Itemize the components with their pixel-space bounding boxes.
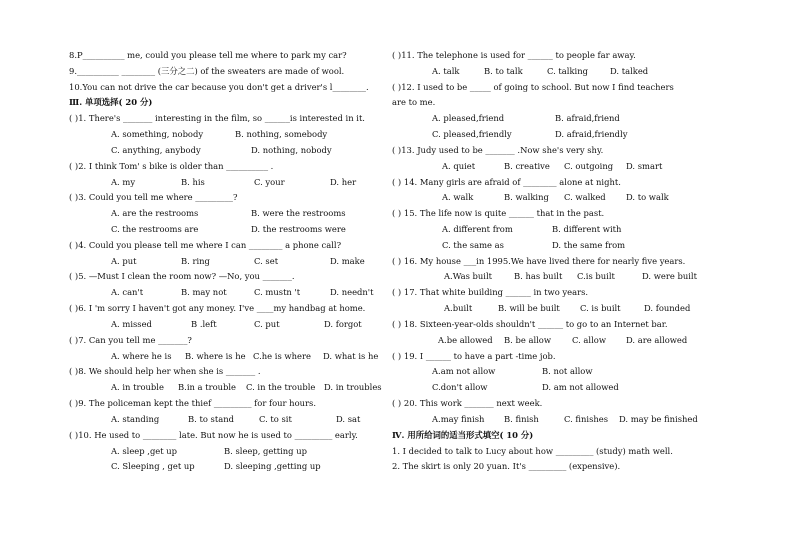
option-b: B. may not — [181, 287, 227, 297]
fill-line-10: 10.You can not drive the car because you don't get a driver's l________. — [69, 82, 369, 92]
fill-line-2: 2. The skirt is only 20 yuan. It's _________ (expensive). — [392, 461, 621, 471]
option-d: D. talked — [610, 66, 649, 76]
option-c: C. set — [254, 256, 279, 266]
option-d: D. founded — [644, 303, 691, 313]
question-stem: —Must I clean the room now? —No, you _______. — [88, 271, 295, 281]
question-stem: Judy used to be _______ .Now she's very shy. — [417, 145, 604, 155]
option-d: D. may be finished — [619, 414, 698, 424]
question-16 — [392, 256, 685, 266]
question-number: ( )9. — [69, 398, 87, 408]
option-d: D. her — [330, 177, 357, 187]
option-b: B. to talk — [484, 66, 523, 76]
option-a: A.may finish — [432, 414, 485, 424]
question-stem: I used to be _____ of going to school. But now I find teachers — [417, 82, 674, 92]
option-a: A. standing — [111, 414, 160, 424]
option-d: D. to walk — [626, 192, 669, 202]
question-stem: The life now is quite ______ that in the past. — [419, 208, 605, 218]
option-a: A. pleased,friend — [432, 113, 505, 123]
question-stem: This work _______ next week. — [419, 398, 543, 408]
question-number: ( )4. — [69, 240, 87, 250]
question-4 — [69, 240, 341, 250]
option-c: C. talking — [547, 66, 588, 76]
option-b: B. nothing, somebody — [235, 129, 328, 139]
question-stem: Many girls are afraid of ________ alone at night. — [419, 177, 621, 187]
option-a: A. quiet — [442, 161, 476, 171]
fill-line-1: 1. I decided to talk to Lucy about how _________ (study) math well. — [392, 446, 673, 456]
option-c: C. Sleeping , get up — [111, 461, 195, 471]
question-number: ( )10. — [69, 430, 92, 440]
question-stem: Can you tell me _______? — [88, 335, 192, 345]
question-stem: The telephone is used for ______ to people far away. — [417, 50, 636, 60]
question-number: ( )11. — [392, 50, 415, 60]
option-a: A. can't — [111, 287, 144, 297]
question-6 — [69, 303, 365, 313]
option-d: D. sleeping ,getting up — [224, 461, 321, 471]
option-d: D. smart — [626, 161, 663, 171]
question-3 — [69, 192, 237, 202]
option-b: B. to stand — [188, 414, 234, 424]
option-a: A. are the restrooms — [111, 208, 199, 218]
option-b: B. creative — [504, 161, 550, 171]
option-d: D. make — [330, 256, 365, 266]
question-number: ( ) 15. — [392, 208, 418, 218]
option-d: D. the same from — [552, 240, 626, 250]
option-d: D. sat — [336, 414, 361, 424]
option-a: A. in trouble — [111, 382, 164, 392]
option-c: C.is built — [577, 271, 615, 281]
question-stem: The policeman kept the thief _________ for four hours. — [88, 398, 316, 408]
option-c: C. outgoing — [564, 161, 614, 171]
question-stem: I think Tom' s bike is older than __________ . — [88, 161, 274, 171]
option-d: D. the restrooms were — [251, 224, 346, 234]
option-c: C. the restrooms are — [111, 224, 199, 234]
option-d: D. forgot — [324, 319, 362, 329]
option-b: B. ring — [181, 256, 210, 266]
option-c: C. allow — [572, 335, 606, 345]
option-b: B. sleep, getting up — [224, 446, 307, 456]
option-a: A.am not allow — [432, 366, 496, 376]
option-a: A.be allowed — [438, 335, 493, 345]
right-column — [392, 0, 752, 550]
question-number: ( ) 14. — [392, 177, 418, 187]
option-a: A. talk — [432, 66, 460, 76]
option-b: B. be allow — [504, 335, 552, 345]
question-number: ( ) 20. — [392, 398, 418, 408]
option-d: D. what is he — [323, 351, 379, 361]
question-13 — [392, 145, 603, 155]
option-d: D. afraid,friendly — [555, 129, 628, 139]
option-b: B. his — [181, 177, 205, 187]
question-number: ( )12. — [392, 82, 415, 92]
option-b: B. has built — [514, 271, 563, 281]
option-a: A. sleep ,get up — [111, 446, 178, 456]
option-b: B. will be built — [498, 303, 560, 313]
option-b: B. not allow — [542, 366, 593, 376]
question-stem: We should help her when she is _______ . — [88, 366, 261, 376]
option-c: C. pleased,friendly — [432, 129, 512, 139]
option-a: A. where he is — [111, 351, 172, 361]
option-c: C.don't allow — [432, 382, 488, 392]
option-c: C. to sit — [259, 414, 292, 424]
question-stem: Could you tell me where _________? — [88, 192, 238, 202]
question-stem: I ______ to have a part -time job. — [419, 351, 556, 361]
option-c: C. your — [254, 177, 285, 187]
question-18 — [392, 319, 668, 329]
question-number: ( ) 16. — [392, 256, 418, 266]
fill-line-9: 9.__________ ________ (三分之二) of the sweaters are made of wool. — [69, 66, 345, 76]
question-12 — [392, 82, 674, 92]
option-b: B .left — [191, 319, 217, 329]
question-7 — [69, 335, 192, 345]
question-stem: My house ___in 1995.We have lived there for nearly five years. — [419, 256, 686, 266]
question-5 — [69, 271, 295, 281]
option-b: B. afraid,friend — [555, 113, 620, 123]
question-number: ( )2. — [69, 161, 87, 171]
question-stem: He used to ________ late. But now he is used to _________ early. — [94, 430, 358, 440]
option-a: A.built — [444, 303, 473, 313]
option-c: C. put — [254, 319, 280, 329]
option-c: C. in the trouble — [246, 382, 316, 392]
question-stem: That white building ______ in two years. — [419, 287, 589, 297]
question-15 — [392, 208, 604, 218]
option-a: A.Was built — [444, 271, 493, 281]
question-number: ( )3. — [69, 192, 87, 202]
question-14 — [392, 177, 621, 187]
option-c: C. finishes — [564, 414, 609, 424]
question-stem: Sixteen-year-olds shouldn't ______ to go to an Internet bar. — [419, 319, 668, 329]
option-c: C. mustn 't — [254, 287, 301, 297]
question-number: ( )13. — [392, 145, 415, 155]
section-title-iii: Ⅲ. 单项选择( 20 分) — [69, 97, 153, 107]
question-1 — [69, 113, 365, 123]
question-2 — [69, 161, 273, 171]
question-stem: I 'm sorry I haven't got any money. I've ____my handbag at home. — [88, 303, 366, 313]
option-c: C. walked — [564, 192, 606, 202]
question-number: ( ) 18. — [392, 319, 418, 329]
option-c: C.he is where — [253, 351, 311, 361]
question-number: ( )1. — [69, 113, 87, 123]
question-10 — [69, 430, 358, 440]
option-c: C. anything, anybody — [111, 145, 201, 155]
question-stem: Could you please tell me where I can ________ a phone call? — [88, 240, 342, 250]
option-b: B. were the restrooms — [251, 208, 346, 218]
question-8 — [69, 366, 260, 376]
option-d: D. needn't — [330, 287, 374, 297]
question-number: ( ) 19. — [392, 351, 418, 361]
question-stem: There's _______ interesting in the film, so ______is interested in it. — [88, 113, 365, 123]
option-c: C. the same as — [442, 240, 504, 250]
option-b: B. different with — [552, 224, 622, 234]
question-number: ( ) 17. — [392, 287, 418, 297]
option-b: B. where is he — [185, 351, 246, 361]
option-a: A. different from — [442, 224, 513, 234]
fill-line-8: 8.P__________ me, could you please tell me where to park my car? — [69, 50, 347, 60]
option-a: A. something, nobody — [111, 129, 204, 139]
option-b: B. walking — [504, 192, 549, 202]
question-12-continued: are to me. — [392, 97, 436, 107]
question-9 — [69, 398, 316, 408]
question-number: ( )6. — [69, 303, 87, 313]
option-b: B. finish — [504, 414, 539, 424]
option-b: B.in a trouble — [178, 382, 237, 392]
option-d: D. in troubles — [324, 382, 382, 392]
left-column — [69, 0, 429, 550]
question-11 — [392, 50, 636, 60]
question-number: ( )5. — [69, 271, 87, 281]
question-number: ( )8. — [69, 366, 87, 376]
section-title-iv: Ⅳ. 用所给词的适当形式填空( 10 分) — [392, 430, 534, 440]
question-number: ( )7. — [69, 335, 87, 345]
option-a: A. missed — [111, 319, 152, 329]
option-a: A. put — [111, 256, 137, 266]
question-17 — [392, 287, 588, 297]
option-d: D. am not allowed — [542, 382, 619, 392]
option-d: D. are allowed — [626, 335, 688, 345]
question-19 — [392, 351, 556, 361]
question-20 — [392, 398, 542, 408]
option-c: C. is built — [580, 303, 621, 313]
option-a: A. my — [111, 177, 136, 187]
option-a: A. walk — [442, 192, 474, 202]
option-d: D. nothing, nobody — [251, 145, 332, 155]
option-d: D. were built — [642, 271, 697, 281]
